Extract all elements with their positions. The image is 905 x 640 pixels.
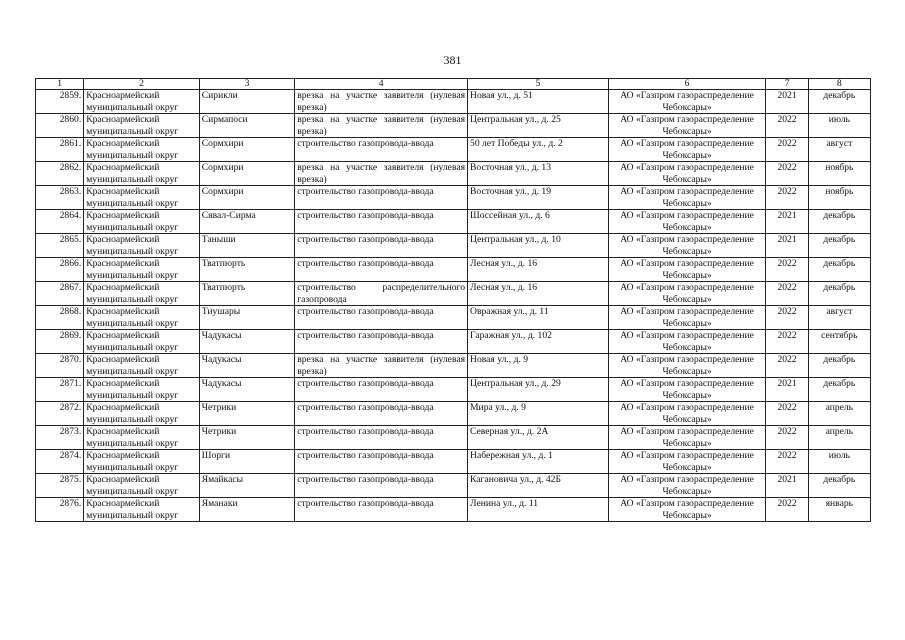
district-cell: Красноармейский муниципальный округ [84, 162, 200, 186]
organization-cell: АО «Газпром газораспределение Чебоксары» [608, 282, 766, 306]
row-number-cell: 2859. [36, 90, 84, 114]
month-cell: апрель [808, 402, 870, 426]
table-row [36, 426, 871, 450]
organization-cell: АО «Газпром газораспределение Чебоксары» [608, 162, 766, 186]
address-cell: Овражная ул., д. 11 [468, 306, 609, 330]
month-cell: декабрь [808, 234, 870, 258]
row-number-cell: 2873. [36, 426, 84, 450]
year-cell: 2022 [766, 114, 808, 138]
settlement-cell: Чадукасы [199, 354, 294, 378]
month-cell: январь [808, 498, 870, 522]
settlement-cell: Тватпюрть [199, 282, 294, 306]
month-cell: ноябрь [808, 162, 870, 186]
organization-cell: АО «Газпром газораспределение Чебоксары» [608, 138, 766, 162]
month-cell: декабрь [808, 282, 870, 306]
table-row [36, 402, 871, 426]
district-cell: Красноармейский муниципальный округ [84, 186, 200, 210]
row-number-cell: 2876. [36, 498, 84, 522]
work-type-cell: строительство газопровода-ввода [295, 450, 468, 474]
address-cell: Ленина ул., д. 11 [468, 498, 609, 522]
year-cell: 2021 [766, 210, 808, 234]
year-cell: 2022 [766, 402, 808, 426]
table-row [36, 90, 871, 114]
work-type-cell: строительство газопровода-ввода [295, 306, 468, 330]
district-cell: Красноармейский муниципальный округ [84, 210, 200, 234]
year-cell: 2021 [766, 474, 808, 498]
year-cell: 2022 [766, 306, 808, 330]
month-cell: июль [808, 450, 870, 474]
organization-cell: АО «Газпром газораспределение Чебоксары» [608, 114, 766, 138]
settlement-cell: Тиушары [199, 306, 294, 330]
settlement-cell: Сормхири [199, 138, 294, 162]
year-cell: 2022 [766, 282, 808, 306]
district-cell: Красноармейский муниципальный округ [84, 402, 200, 426]
district-cell: Красноармейский муниципальный округ [84, 114, 200, 138]
district-cell: Красноармейский муниципальный округ [84, 498, 200, 522]
organization-cell: АО «Газпром газораспределение Чебоксары» [608, 450, 766, 474]
table-row [36, 498, 871, 522]
district-cell: Красноармейский муниципальный округ [84, 138, 200, 162]
year-cell: 2022 [766, 162, 808, 186]
work-type-cell: строительство газопровода-ввода [295, 258, 468, 282]
address-cell: Новая ул., д. 51 [468, 90, 609, 114]
work-type-cell: строительство газопровода-ввода [295, 234, 468, 258]
month-cell: сентябрь [808, 330, 870, 354]
settlement-cell: Шорги [199, 450, 294, 474]
month-cell: декабрь [808, 258, 870, 282]
address-cell: Восточная ул., д. 19 [468, 186, 609, 210]
settlement-cell: Чадукасы [199, 378, 294, 402]
address-cell: Центральная ул., д. 10 [468, 234, 609, 258]
row-number-cell: 2864. [36, 210, 84, 234]
table-row [36, 474, 871, 498]
table-row [36, 450, 871, 474]
work-type-cell: строительство газопровода-ввода [295, 474, 468, 498]
work-type-cell: строительство газопровода-ввода [295, 186, 468, 210]
address-cell: Восточная ул., д. 13 [468, 162, 609, 186]
page-number: 381 [443, 53, 462, 67]
settlement-cell: Тватпюрть [199, 258, 294, 282]
work-type-cell: строительство распределительного газопровода [295, 282, 468, 306]
settlement-cell: Таныши [199, 234, 294, 258]
district-cell: Красноармейский муниципальный округ [84, 90, 200, 114]
organization-cell: АО «Газпром газораспределение Чебоксары» [608, 498, 766, 522]
column-header: 4 [295, 79, 468, 90]
month-cell: декабрь [808, 378, 870, 402]
row-number-cell: 2869. [36, 330, 84, 354]
address-cell: Центральная ул., д. 29 [468, 378, 609, 402]
district-cell: Красноармейский муниципальный округ [84, 450, 200, 474]
address-cell: Северная ул., д. 2А [468, 426, 609, 450]
district-cell: Красноармейский муниципальный округ [84, 234, 200, 258]
year-cell: 2021 [766, 234, 808, 258]
address-cell: Центральная ул., д. 25 [468, 114, 609, 138]
year-cell: 2022 [766, 450, 808, 474]
organization-cell: АО «Газпром газораспределение Чебоксары» [608, 90, 766, 114]
work-type-cell: врезка на участке заявителя (нулевая врезка) [295, 90, 468, 114]
year-cell: 2022 [766, 258, 808, 282]
settlement-cell: Сормхири [199, 162, 294, 186]
row-number-cell: 2860. [36, 114, 84, 138]
table-row [36, 354, 871, 378]
organization-cell: АО «Газпром газораспределение Чебоксары» [608, 474, 766, 498]
row-number-cell: 2862. [36, 162, 84, 186]
district-cell: Красноармейский муниципальный округ [84, 330, 200, 354]
work-type-cell: строительство газопровода-ввода [295, 402, 468, 426]
row-number-cell: 2870. [36, 354, 84, 378]
column-header: 7 [766, 79, 808, 90]
organization-cell: АО «Газпром газораспределение Чебоксары» [608, 354, 766, 378]
table-row [36, 186, 871, 210]
column-header: 6 [608, 79, 766, 90]
organization-cell: АО «Газпром газораспределение Чебоксары» [608, 402, 766, 426]
table-row [36, 234, 871, 258]
row-number-cell: 2871. [36, 378, 84, 402]
district-cell: Красноармейский муниципальный округ [84, 258, 200, 282]
table-row [36, 378, 871, 402]
month-cell: ноябрь [808, 186, 870, 210]
organization-cell: АО «Газпром газораспределение Чебоксары» [608, 378, 766, 402]
row-number-cell: 2867. [36, 282, 84, 306]
work-type-cell: врезка на участке заявителя (нулевая врезка) [295, 114, 468, 138]
organization-cell: АО «Газпром газораспределение Чебоксары» [608, 258, 766, 282]
year-cell: 2022 [766, 498, 808, 522]
settlement-cell: Четрики [199, 426, 294, 450]
work-type-cell: врезка на участке заявителя (нулевая врезка) [295, 354, 468, 378]
address-cell: 50 лет Победы ул., д. 2 [468, 138, 609, 162]
settlement-cell: Ямайкасы [199, 474, 294, 498]
organization-cell: АО «Газпром газораспределение Чебоксары» [608, 426, 766, 450]
work-type-cell: врезка на участке заявителя (нулевая врезка) [295, 162, 468, 186]
year-cell: 2022 [766, 186, 808, 210]
column-header: 5 [468, 79, 609, 90]
work-type-cell: строительство газопровода-ввода [295, 210, 468, 234]
address-cell: Лесная ул., д. 16 [468, 282, 609, 306]
year-cell: 2022 [766, 330, 808, 354]
work-type-cell: строительство газопровода-ввода [295, 426, 468, 450]
settlement-cell: Сирмапоси [199, 114, 294, 138]
table-row [36, 210, 871, 234]
district-cell: Красноармейский муниципальный округ [84, 306, 200, 330]
address-cell: Гаражная ул., д. 102 [468, 330, 609, 354]
organization-cell: АО «Газпром газораспределение Чебоксары» [608, 330, 766, 354]
table-row [36, 282, 871, 306]
month-cell: апрель [808, 426, 870, 450]
table-row [36, 306, 871, 330]
row-number-cell: 2866. [36, 258, 84, 282]
district-cell: Красноармейский муниципальный округ [84, 282, 200, 306]
organization-cell: АО «Газпром газораспределение Чебоксары» [608, 186, 766, 210]
table-row [36, 162, 871, 186]
table-body [36, 90, 871, 522]
column-header: 3 [199, 79, 294, 90]
year-cell: 2021 [766, 90, 808, 114]
settlement-cell: Чадукасы [199, 330, 294, 354]
row-number-cell: 2863. [36, 186, 84, 210]
settlement-cell: Яманаки [199, 498, 294, 522]
month-cell: июль [808, 114, 870, 138]
row-number-cell: 2861. [36, 138, 84, 162]
address-cell: Лесная ул., д. 16 [468, 258, 609, 282]
address-cell: Мира ул., д. 9 [468, 402, 609, 426]
month-cell: декабрь [808, 210, 870, 234]
organization-cell: АО «Газпром газораспределение Чебоксары» [608, 234, 766, 258]
organization-cell: АО «Газпром газораспределение Чебоксары» [608, 210, 766, 234]
address-cell: Набережная ул., д. 1 [468, 450, 609, 474]
column-number-row [36, 79, 871, 90]
district-cell: Красноармейский муниципальный округ [84, 474, 200, 498]
year-cell: 2021 [766, 378, 808, 402]
year-cell: 2022 [766, 354, 808, 378]
month-cell: август [808, 306, 870, 330]
month-cell: декабрь [808, 90, 870, 114]
row-number-cell: 2865. [36, 234, 84, 258]
table-row [36, 258, 871, 282]
table-row [36, 114, 871, 138]
row-number-cell: 2868. [36, 306, 84, 330]
district-cell: Красноармейский муниципальный округ [84, 378, 200, 402]
work-type-cell: строительство газопровода-ввода [295, 138, 468, 162]
column-header: 1 [36, 79, 84, 90]
column-header: 8 [808, 79, 870, 90]
month-cell: декабрь [808, 474, 870, 498]
district-cell: Красноармейский муниципальный округ [84, 354, 200, 378]
row-number-cell: 2874. [36, 450, 84, 474]
row-number-cell: 2872. [36, 402, 84, 426]
year-cell: 2022 [766, 138, 808, 162]
year-cell: 2022 [766, 426, 808, 450]
table-row [36, 330, 871, 354]
month-cell: декабрь [808, 354, 870, 378]
address-cell: Новая ул., д. 9 [468, 354, 609, 378]
column-header: 2 [84, 79, 200, 90]
work-type-cell: строительство газопровода-ввода [295, 498, 468, 522]
month-cell: август [808, 138, 870, 162]
table-row [36, 138, 871, 162]
organization-cell: АО «Газпром газораспределение Чебоксары» [608, 306, 766, 330]
settlement-cell: Сявал-Сирма [199, 210, 294, 234]
district-cell: Красноармейский муниципальный округ [84, 426, 200, 450]
settlement-cell: Сормхири [199, 186, 294, 210]
work-type-cell: строительство газопровода-ввода [295, 378, 468, 402]
row-number-cell: 2875. [36, 474, 84, 498]
settlement-cell: Сирикли [199, 90, 294, 114]
settlement-cell: Четрики [199, 402, 294, 426]
work-type-cell: строительство газопровода-ввода [295, 330, 468, 354]
gasification-table [35, 78, 871, 522]
address-cell: Шоссейная ул., д. 6 [468, 210, 609, 234]
address-cell: Кагановича ул., д. 42Б [468, 474, 609, 498]
